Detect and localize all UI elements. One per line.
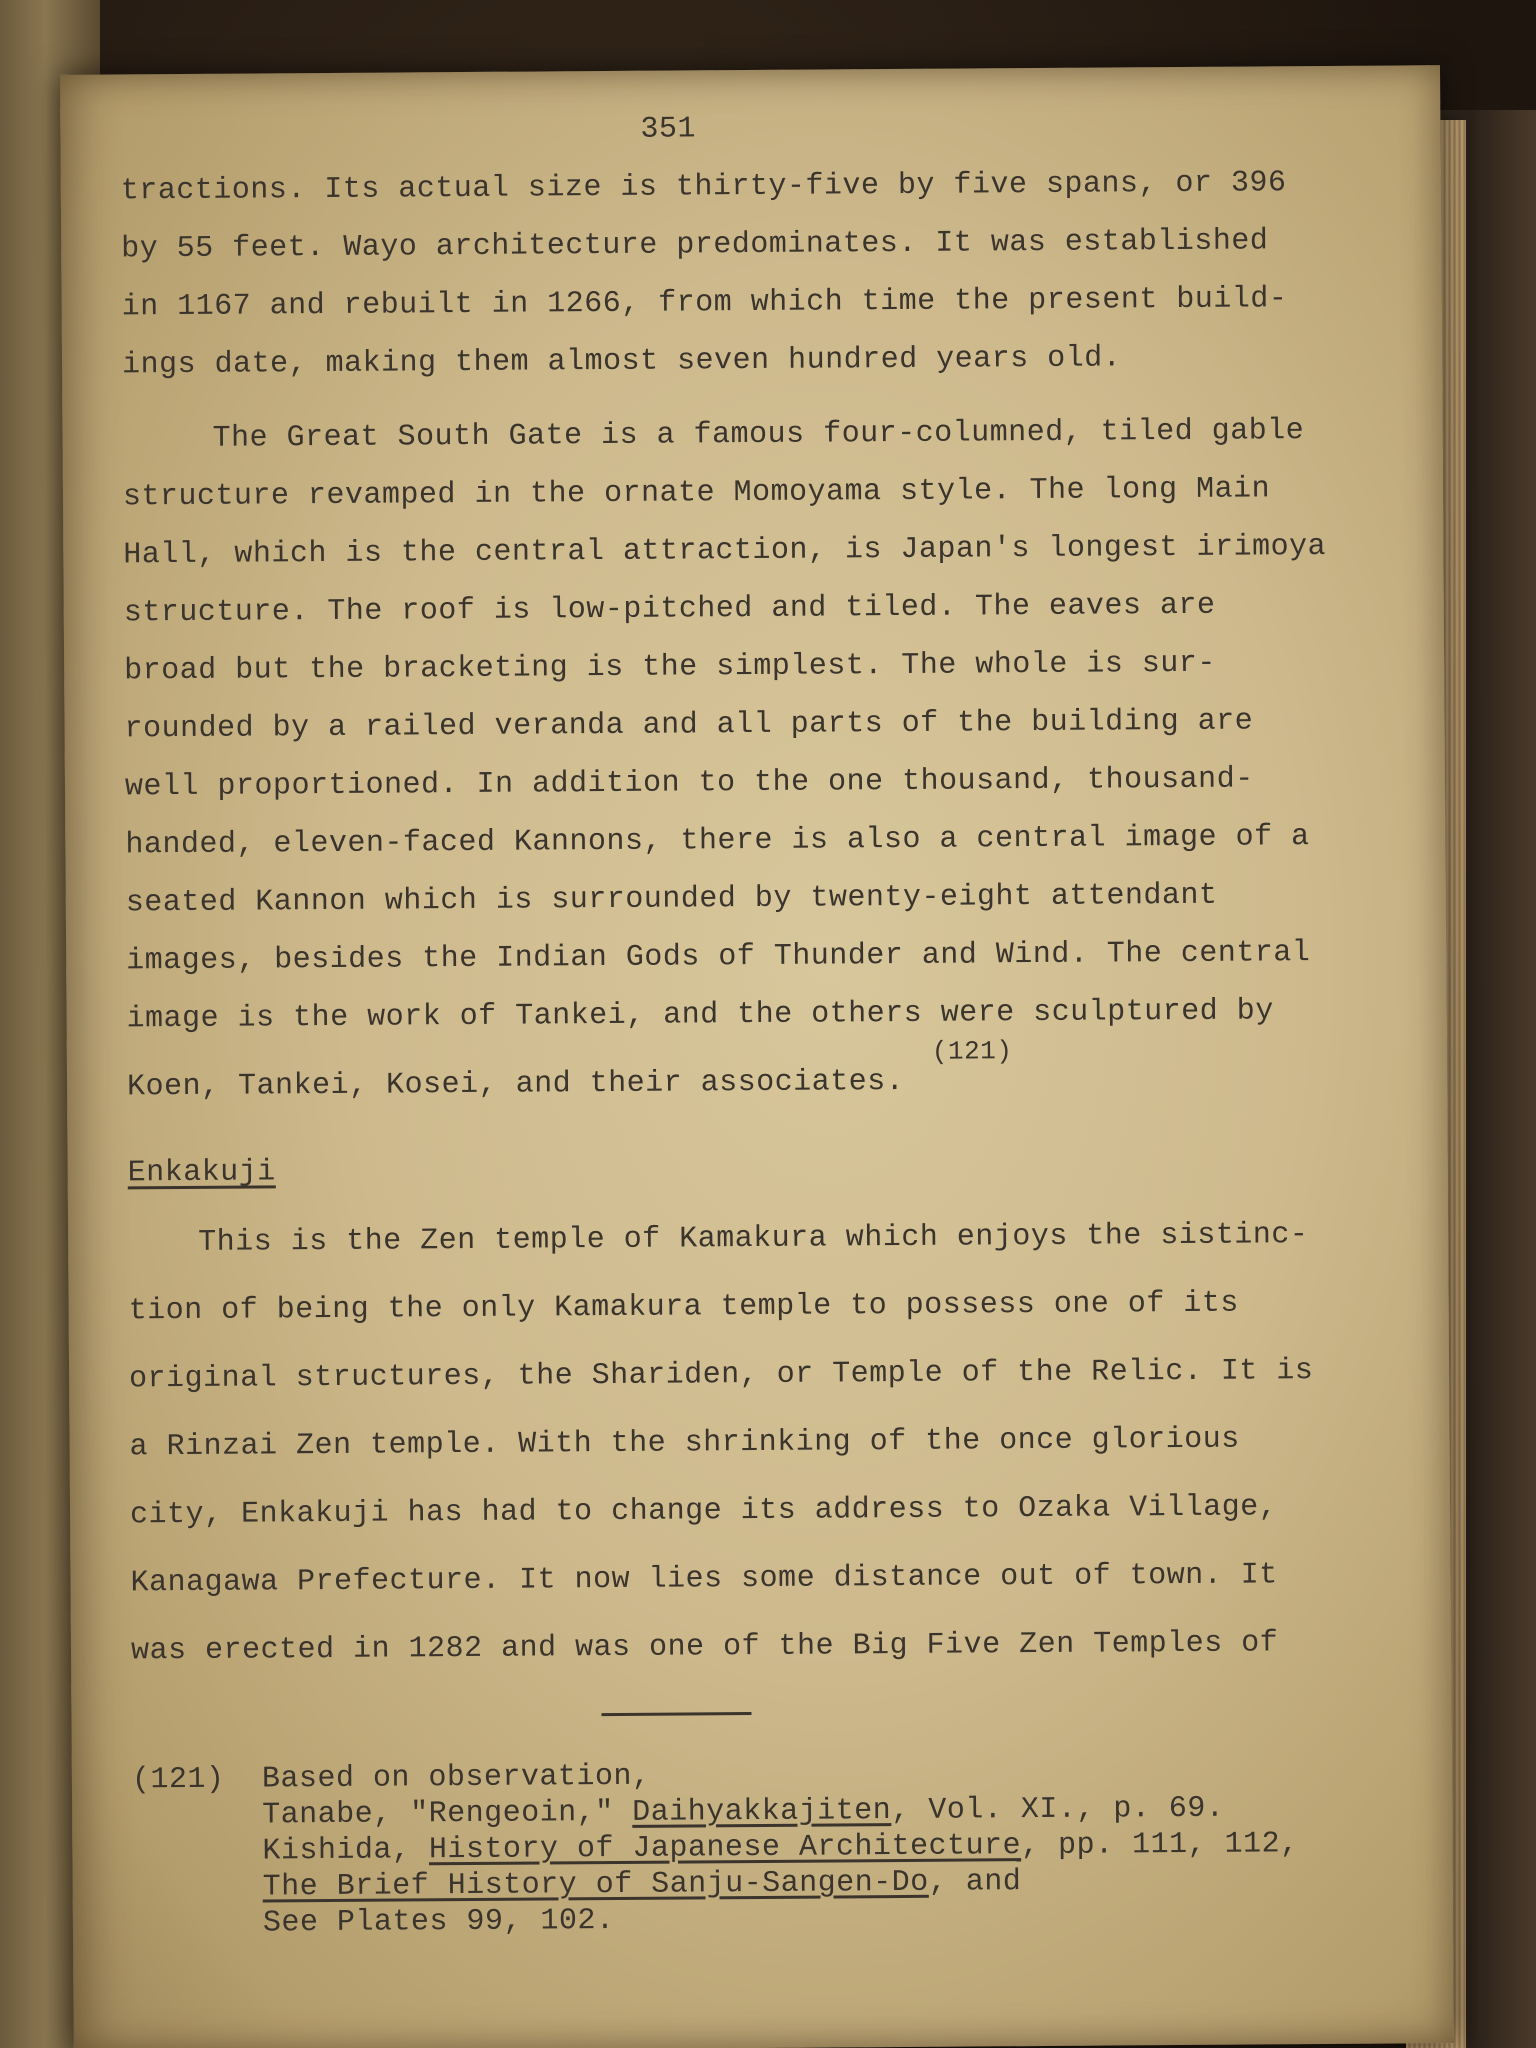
- body-line: Kanagawa Prefecture. It now lies some distance out of town. It: [130, 1558, 1278, 1601]
- body-line: image is the work of Tankei, and the others were sculptured by: [126, 994, 1274, 1037]
- body-line: rounded by a railed veranda and all parts of the building are: [124, 704, 1254, 747]
- body-line: handed, eleven-faced Kannons, there is also a central image of a: [125, 820, 1310, 863]
- footnote-line: Kishida, History of Japanese Architecture, pp. 111, 112,: [262, 1827, 1299, 1869]
- typed-page: [60, 65, 1454, 2048]
- body-line: ings date, making them almost seven hundred years old.: [121, 341, 1122, 383]
- footnote-line: Based on observation,: [261, 1759, 651, 1797]
- body-line: tion of being the only Kamakura temple to possess one of its: [128, 1286, 1239, 1329]
- footnote-line: See Plates 99, 102.: [262, 1903, 615, 1941]
- footnote-number: (121): [131, 1762, 225, 1798]
- body-line: was erected in 1282 and was one of the Big Five Zen Temples of: [130, 1626, 1279, 1669]
- body-line: structure. The roof is low-pitched and tiled. The eaves are: [123, 588, 1216, 631]
- body-line: This is the Zen temple of Kamakura which enjoys the sistinc-: [198, 1218, 1309, 1260]
- body-line: seated Kannon which is surrounded by twenty-eight attendant: [125, 878, 1218, 921]
- body-line: tractions. Its actual size is thirty-five by five spans, or 396: [120, 166, 1287, 209]
- page-number: 351: [640, 112, 697, 147]
- footnote-line: Tanabe, "Rengeoin," Daihyakkajiten, Vol. XI., p. 69.: [262, 1791, 1225, 1833]
- footnote-divider: [601, 1712, 751, 1716]
- body-line: original structures, the Shariden, or Temple of the Relic. It is: [129, 1354, 1314, 1397]
- footnote-marker: (121): [931, 1036, 1013, 1067]
- section-heading: Enkakuji: [127, 1155, 276, 1191]
- footnote-line: The Brief History of Sanju-Sangen-Do, and: [262, 1865, 1022, 1905]
- body-line: city, Enkakuji has had to change its address to Ozaka Village,: [129, 1490, 1278, 1533]
- body-line: broad but the bracketing is the simplest. The whole is sur-: [124, 646, 1216, 689]
- body-line: structure revamped in the ornate Momoyama style. The long Main: [122, 472, 1271, 515]
- body-line: The Great South Gate is a famous four-columned, tiled gable: [212, 414, 1305, 456]
- body-line: a Rinzai Zen temple. With the shrinking of the once glorious: [129, 1422, 1240, 1465]
- body-line: images, besides the Indian Gods of Thunder and Wind. The central: [126, 936, 1311, 979]
- body-line: well proportioned. In addition to the one thousand, thousand-: [124, 762, 1254, 805]
- body-line: Hall, which is the central attraction, is Japan's longest irimoya: [123, 529, 1327, 573]
- body-line: in 1167 and rebuilt in 1266, from which time the present build-: [121, 282, 1288, 325]
- body-line: by 55 feet. Wayo architecture predominates. It was established: [121, 224, 1269, 267]
- body-line: Koen, Tankei, Kosei, and their associates.: [126, 1064, 905, 1105]
